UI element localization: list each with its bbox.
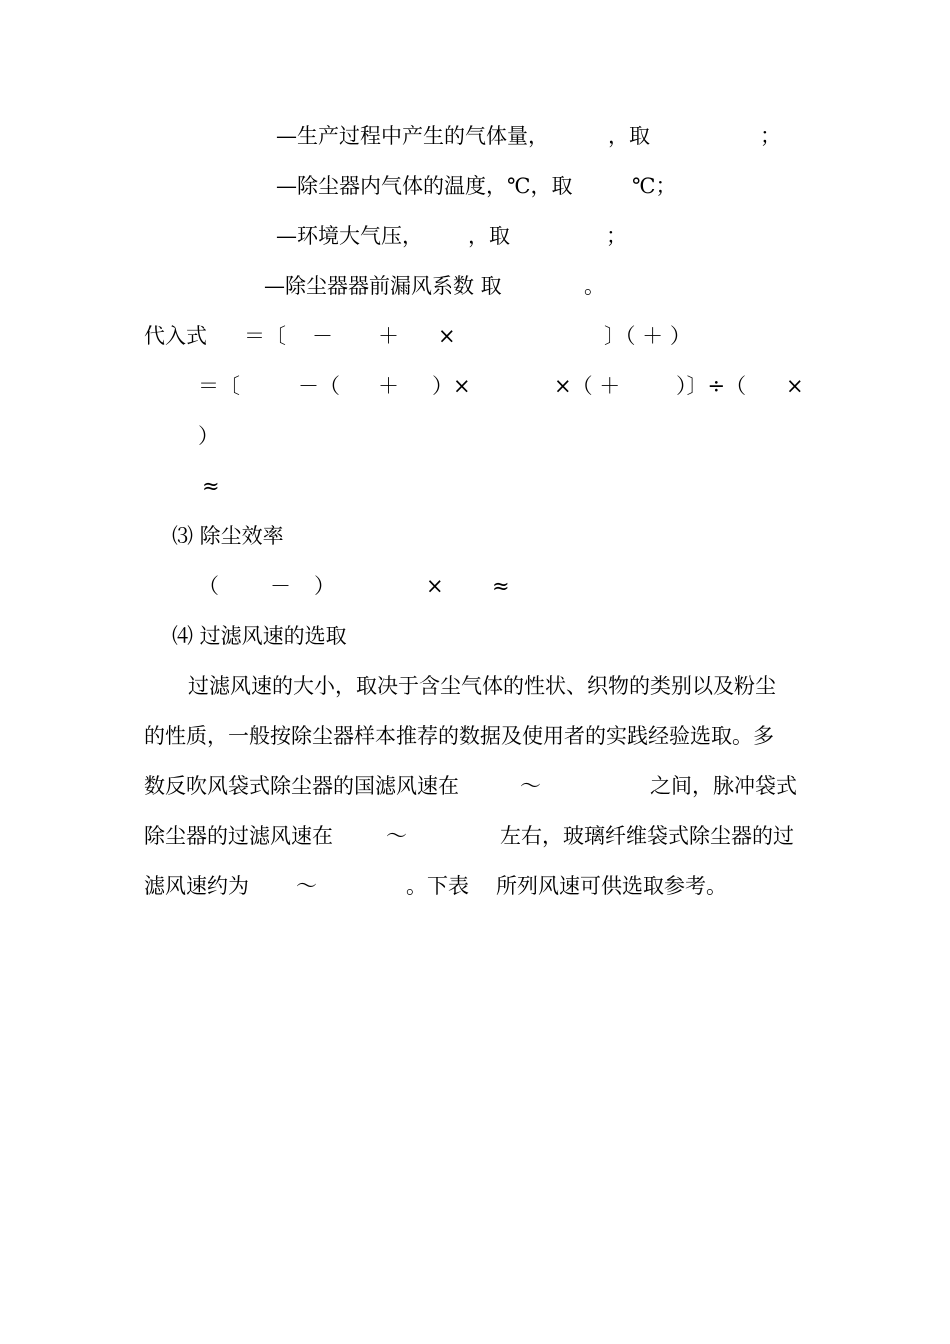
pressure-label: —环境大气压，	[276, 224, 423, 248]
formula2-divide: ）〕÷（	[676, 374, 747, 398]
para-line-5-tilde: ～	[296, 874, 317, 898]
heading-filter-velocity-text: ⑷ 过滤风速的选取	[172, 624, 347, 648]
para-line-5a: 滤风速约为	[144, 874, 249, 898]
para-line-3-tilde: ～	[520, 774, 541, 798]
formula2-close-times: ）×	[432, 374, 471, 398]
heading-efficiency-text: ⑶ 除尘效率	[172, 524, 284, 548]
eff-approx: ≈	[492, 574, 510, 598]
gas-volume-label: —生产过程中产生的气体量，	[276, 124, 549, 148]
para-line-1: 过滤风速的大小，取决于含尘气体的性状、织物的类别以及粉尘	[188, 674, 776, 698]
pressure-take: ，取	[468, 224, 510, 248]
para-line-3b: 之间，脉冲袋式	[650, 774, 797, 798]
formula-minus: －	[312, 324, 333, 348]
formula-bracket-open: ＝〔	[244, 324, 286, 348]
eff-times: ×	[426, 574, 444, 598]
pressure-end: ；	[606, 224, 627, 248]
para-line-4a: 除尘器的过滤风速在	[144, 824, 333, 848]
formula2-times-plus: ×（ ＋	[554, 374, 621, 398]
formula-plus: ＋	[378, 324, 399, 348]
eff-minus: －	[270, 574, 291, 598]
leak-factor-end: 。	[584, 274, 605, 298]
formula2-equals: ＝〔	[198, 374, 240, 398]
formula3-paren: ）	[198, 424, 219, 448]
eff-paren-close: ）	[314, 574, 335, 598]
gas-volume-take: ，取	[608, 124, 650, 148]
eff-paren-open: （	[198, 574, 219, 598]
temperature-unit: ℃；	[632, 174, 677, 198]
para-line-4b: 左右，玻璃纤维袋式除尘器的过	[500, 824, 794, 848]
formula2-times-end: ×	[786, 374, 804, 398]
para-line-5c: 所列风速可供选取参考。	[496, 874, 727, 898]
para-line-3a: 数反吹风袋式除尘器的国滤风速在	[144, 774, 459, 798]
leak-factor-label: —除尘器器前漏风系数 取	[264, 274, 502, 298]
gas-volume-end: ；	[760, 124, 781, 148]
formula2-plus: ＋	[378, 374, 399, 398]
substitute-label: 代入式	[144, 324, 207, 348]
para-line-5b: 。下表	[406, 874, 469, 898]
para-line-2: 的性质，一般按除尘器样本推荐的数据及使用者的实践经验选取。多	[144, 724, 774, 748]
approx-sign: ≈	[202, 474, 220, 498]
formula-times: ×	[438, 324, 456, 348]
para-line-4-tilde: ～	[386, 824, 407, 848]
temperature-label: —除尘器内气体的温度，℃，取	[276, 174, 573, 198]
formula2-minus: －（	[298, 374, 340, 398]
formula-bracket-close: 〕（ ＋ ）	[604, 324, 691, 348]
